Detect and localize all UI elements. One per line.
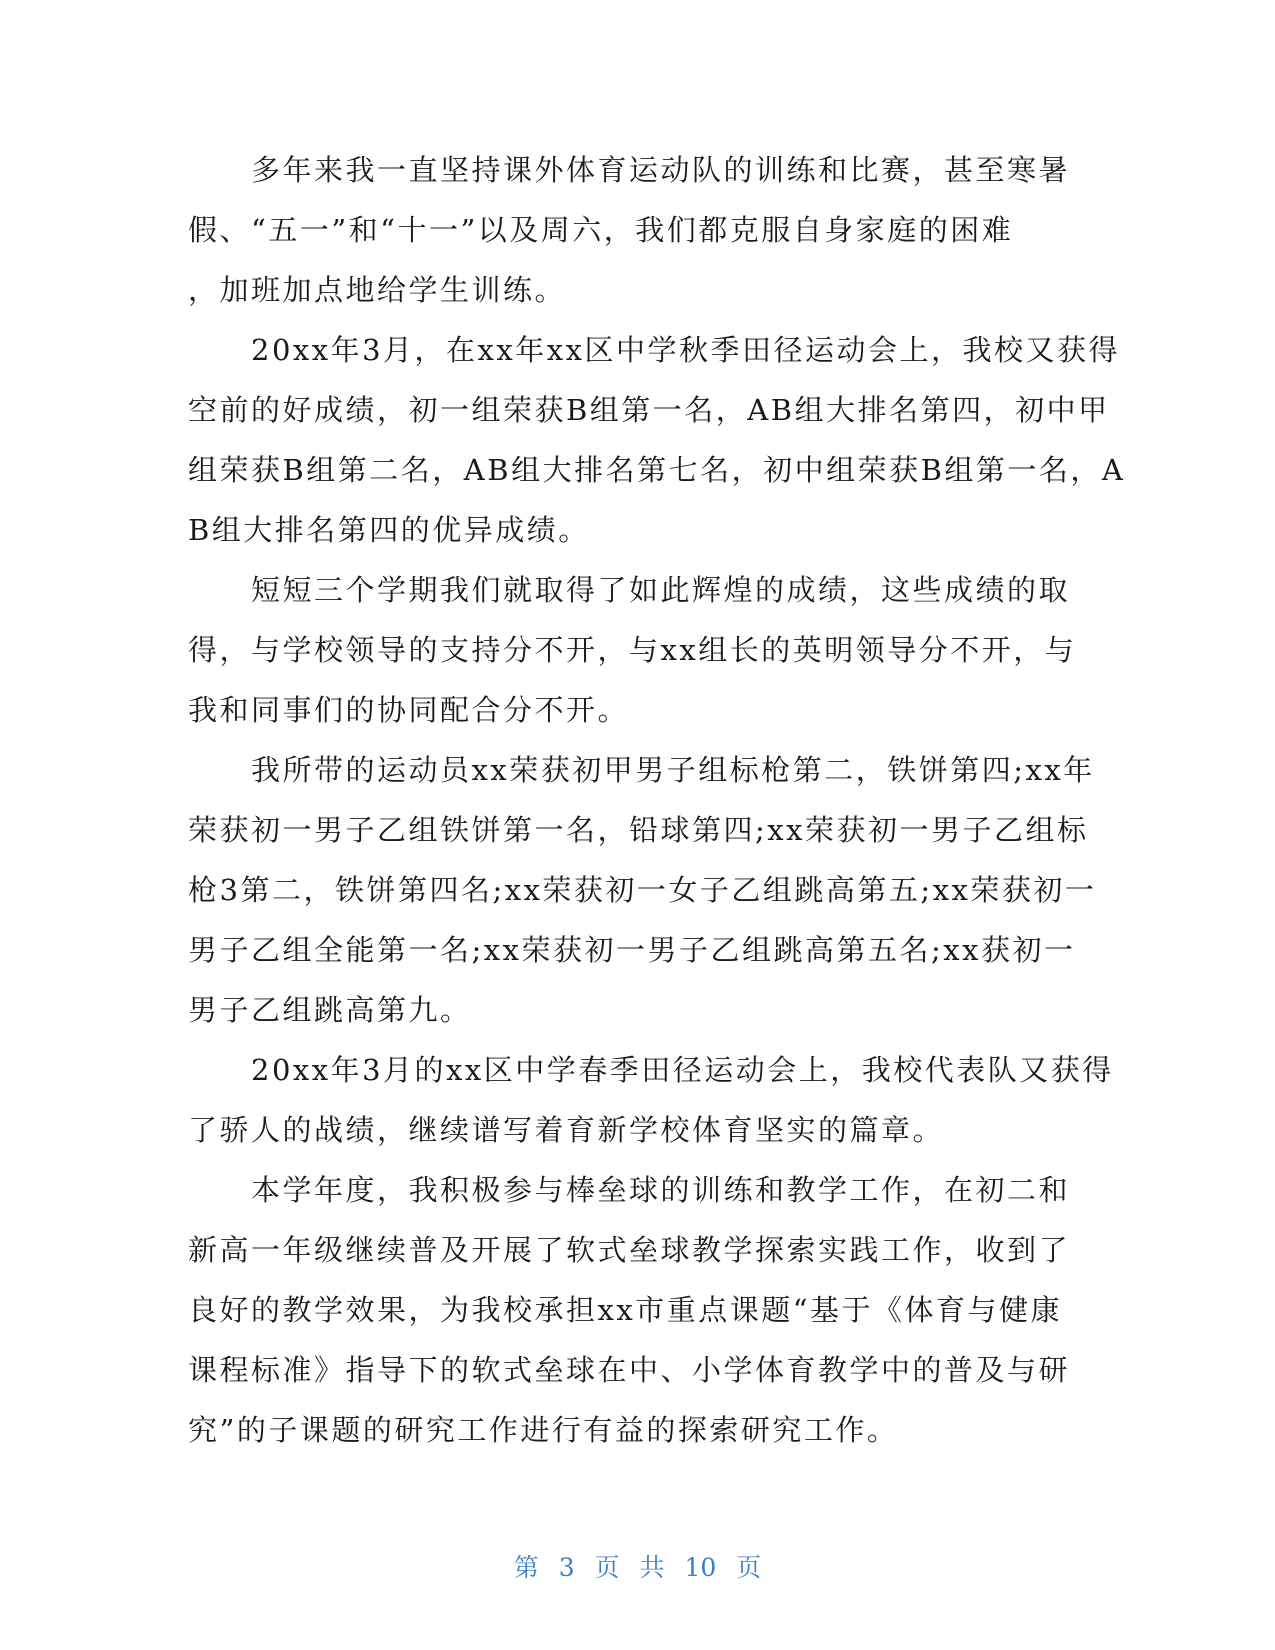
text-line: 20xx年3月，在xx年xx区中学秋季田径运动会上，我校又获得 xyxy=(188,333,1120,367)
text-line: 短短三个学期我们就取得了如此辉煌的成绩，这些成绩的取 xyxy=(188,573,1071,607)
text-line: 得，与学校领导的支持分不开，与xx组长的英明领导分不开，与 xyxy=(188,633,1077,667)
text-line: 本学年度，我积极参与棒垒球的训练和教学工作，在初二和 xyxy=(188,1173,1071,1207)
text-line: 组荣获B组第二名，AB组大排名第七名，初中组荣获B组第一名，A xyxy=(188,453,1126,487)
footer-prefix: 第 xyxy=(513,1553,539,1582)
text-line: 了骄人的战绩，继续谱写着育新学校体育坚实的篇章。 xyxy=(188,1113,945,1147)
paragraph xyxy=(188,320,1126,560)
text-line: 良好的教学效果，为我校承担xx市重点课题“基于《体育与健康 xyxy=(188,1293,1063,1327)
page-footer xyxy=(0,1548,1275,1584)
footer-page-word: 页 xyxy=(594,1553,620,1582)
text-line: 空前的好成绩，初一组荣获B组第一名，AB组大排名第四，初中甲 xyxy=(188,393,1110,427)
text-line: ，加班加点地给学生训练。 xyxy=(188,273,567,307)
text-line: 我所带的运动员xx荣获初甲男子组标枪第二，铁饼第四;xx年 xyxy=(188,753,1095,787)
footer-suffix: 页 xyxy=(736,1553,762,1582)
text-line: 我和同事们的协同配合分不开。 xyxy=(188,693,630,727)
text-line: 多年来我一直坚持课外体育运动队的训练和比赛，甚至寒暑 xyxy=(188,153,1071,187)
total-pages-number: 10 xyxy=(684,1553,717,1582)
current-page-number: 3 xyxy=(558,1553,575,1582)
text-line: 男子乙组跳高第九。 xyxy=(188,993,472,1027)
paragraph xyxy=(188,1040,1114,1160)
text-line: 究”的子课题的研究工作进行有益的探索研究工作。 xyxy=(188,1413,899,1447)
text-line: 男子乙组全能第一名;xx荣获初一男子乙组跳高第五名;xx获初一 xyxy=(188,933,1076,967)
text-line: 荣获初一男子乙组铁饼第一名，铅球第四;xx荣获初一男子乙组标 xyxy=(188,813,1089,847)
text-line: 假、“五一”和“十一”以及周六，我们都克服自身家庭的困难 xyxy=(188,213,1014,247)
document-body xyxy=(188,140,1126,1460)
text-line: 20xx年3月的xx区中学春季田径运动会上，我校代表队又获得 xyxy=(188,1053,1114,1087)
text-line: B组大排名第四的优异成绩。 xyxy=(188,513,590,547)
text-line: 新高一年级继续普及开展了软式垒球教学探索实践工作，收到了 xyxy=(188,1233,1071,1267)
paragraph xyxy=(188,1160,1080,1460)
paragraph xyxy=(188,740,1097,1040)
text-line: 课程标准》指导下的软式垒球在中、小学体育教学中的普及与研 xyxy=(188,1353,1071,1387)
paragraph xyxy=(188,140,1080,320)
paragraph xyxy=(188,560,1080,740)
footer-total-word: 共 xyxy=(639,1553,665,1582)
text-line: 枪3第二，铁饼第四名;xx荣获初一女子乙组跳高第五;xx荣获初一 xyxy=(188,873,1097,907)
